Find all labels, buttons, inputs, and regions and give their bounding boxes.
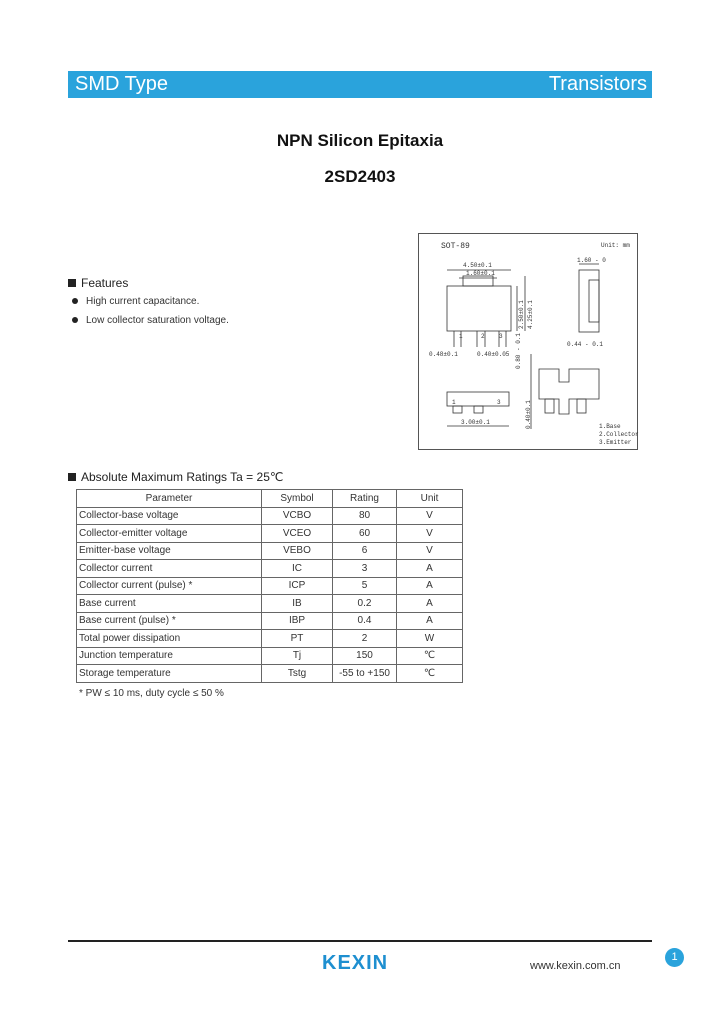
side-view-outline: [579, 264, 599, 332]
cell-unit: V: [397, 507, 463, 525]
dim-pitch: 0.40±0.05: [477, 351, 510, 358]
cell-symbol: IBP: [262, 612, 333, 630]
cell-unit: V: [397, 525, 463, 543]
legend-emitter: 3.Emitter: [599, 439, 632, 446]
device-type-title: NPN Silicon Epitaxia: [276, 131, 444, 150]
pulse-footnote: * PW ≤ 10 ms, duty cycle ≤ 50 %: [79, 688, 224, 699]
table-header-row: [77, 490, 463, 508]
cell-symbol: ICP: [262, 577, 333, 595]
ratings-heading: [68, 470, 283, 484]
table-row: [77, 647, 463, 665]
bullet-icon: [72, 317, 78, 323]
cell-unit: A: [397, 612, 463, 630]
col-symbol: Symbol: [262, 490, 333, 508]
header-banner: [68, 71, 652, 98]
footprint-outline: [531, 354, 599, 429]
feature-text: Low collector saturation voltage.: [86, 315, 229, 326]
cell-unit: A: [397, 577, 463, 595]
cell-rating: 6: [333, 542, 397, 560]
dim-vert-1: 0.80 - 0.1: [515, 332, 522, 369]
table-row: [77, 612, 463, 630]
dim-lead: 0.48±0.1: [429, 351, 458, 358]
dim-width-1: 4.50±0.1: [463, 262, 492, 269]
kexin-logo: KEXIN: [322, 952, 389, 974]
cell-unit: A: [397, 595, 463, 613]
table-row: [77, 577, 463, 595]
table-row: [77, 507, 463, 525]
cell-parameter: Base current (pulse) *: [77, 612, 262, 630]
cell-unit: A: [397, 560, 463, 578]
website-link[interactable]: www.kexin.com.cn: [530, 960, 621, 972]
page-number-badge: 1: [665, 948, 684, 967]
square-bullet-icon: [68, 279, 76, 287]
cell-unit: V: [397, 542, 463, 560]
cell-rating: 2: [333, 630, 397, 648]
cell-symbol: IC: [262, 560, 333, 578]
ratings-heading-label: Absolute Maximum Ratings Ta = 25℃: [81, 470, 284, 484]
feature-text: High current capacitance.: [86, 296, 200, 307]
col-parameter: Parameter: [77, 490, 262, 508]
cell-symbol: Tj: [262, 647, 333, 665]
cell-rating: 5: [333, 577, 397, 595]
cell-rating: -55 to +150: [333, 665, 397, 683]
table-row: [77, 542, 463, 560]
features-heading: [68, 276, 128, 290]
cell-symbol: PT: [262, 630, 333, 648]
cell-rating: 0.2: [333, 595, 397, 613]
cell-parameter: Collector-emitter voltage: [77, 525, 262, 543]
table-row: [77, 595, 463, 613]
pin-mark-1: 1: [452, 399, 456, 406]
col-rating: Rating: [333, 490, 397, 508]
cell-parameter: Junction temperature: [77, 647, 262, 665]
table-row: [77, 560, 463, 578]
features-heading-label: Features: [81, 276, 129, 290]
package-unit: Unit: mm: [601, 242, 630, 249]
dim-side-width: 1.60 - 0: [577, 257, 606, 264]
dim-height-1: 2.50±0.1: [518, 300, 525, 329]
cell-symbol: VCEO: [262, 525, 333, 543]
cell-rating: 60: [333, 525, 397, 543]
cell-symbol: VCBO: [262, 507, 333, 525]
cell-rating: 3: [333, 560, 397, 578]
pin-label-3: 3: [499, 333, 503, 340]
dim-width-2: 1.60±0.1: [466, 270, 495, 277]
table-row: [77, 630, 463, 648]
pin-label-1: 1: [459, 333, 463, 340]
cell-parameter: Base current: [77, 595, 262, 613]
cell-parameter: Collector current (pulse) *: [77, 577, 262, 595]
dim-side-1: 0.44 - 0.1: [567, 341, 604, 348]
cell-parameter: Collector current: [77, 560, 262, 578]
cell-parameter: Emitter-base voltage: [77, 542, 262, 560]
cell-rating: 80: [333, 507, 397, 525]
cell-symbol: IB: [262, 595, 333, 613]
cell-unit: ℃: [397, 665, 463, 683]
header-left-label: SMD Type: [75, 73, 168, 95]
dim-height-2: 4.25±0.1: [527, 300, 534, 329]
cell-rating: 0.4: [333, 612, 397, 630]
legend-base: 1.Base: [599, 423, 621, 430]
part-number-title: 2SD2403: [324, 167, 396, 186]
ratings-table: [76, 489, 463, 683]
bullet-icon: [72, 298, 78, 304]
cell-parameter: Storage temperature: [77, 665, 262, 683]
cell-symbol: Tstg: [262, 665, 333, 683]
square-bullet-icon: [68, 473, 76, 481]
footer-divider: [68, 940, 652, 942]
cell-parameter: Collector-base voltage: [77, 507, 262, 525]
cell-rating: 150: [333, 647, 397, 665]
package-drawing: [418, 233, 638, 450]
legend-collector: 2.Collector: [599, 431, 639, 438]
cell-symbol: VEBO: [262, 542, 333, 560]
pin-label-2: 2: [481, 333, 485, 340]
feature-item: [72, 296, 199, 307]
col-unit: Unit: [397, 490, 463, 508]
cell-parameter: Total power dissipation: [77, 630, 262, 648]
cell-unit: ℃: [397, 647, 463, 665]
dim-vert-2: 0.40±0.1: [525, 400, 532, 429]
table-row: [77, 665, 463, 683]
cell-unit: W: [397, 630, 463, 648]
header-right-label: Transistors: [548, 73, 647, 95]
feature-item: [72, 315, 229, 326]
package-name: SOT-89: [441, 242, 470, 251]
table-row: [77, 525, 463, 543]
pin-mark-3: 3: [497, 399, 501, 406]
dim-bottom: 3.00±0.1: [461, 419, 490, 426]
